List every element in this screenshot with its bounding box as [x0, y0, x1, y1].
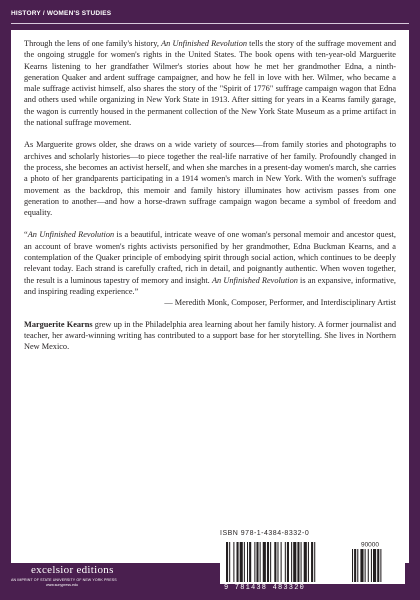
barcode-bar: [301, 542, 302, 582]
barcode-bar: [237, 542, 239, 582]
barcode-bar: [233, 542, 234, 582]
description-paragraph-1: [24, 38, 396, 128]
text-panel: [11, 30, 409, 563]
barcode-bars: [220, 540, 405, 584]
barcode-bar: [240, 542, 243, 582]
barcode-bar: [270, 542, 271, 582]
barcode-addon-bar: [368, 549, 369, 582]
barcode-bar: [304, 542, 307, 582]
review-text: is an expansive, informative, and inspiring reading experience.”: [24, 275, 396, 296]
barcode-bar: [229, 542, 230, 582]
barcode-bar: [244, 542, 245, 582]
isbn-barcode: [220, 530, 405, 592]
book-title: An Unfinished Revolution: [27, 230, 115, 240]
review-text: is a beautiful, intricate weave of one woman's personal memoir and ancestor quest, an account of brave women's rights activists personified by her grandmother, Edna Buckman Kearns, and a contemplation of the Quaker principle of embodying spirit through social action, which continues to be deeply relevant today. Each strand is carefully crafted, rich in detail, and poignantly authentic. When woven together, the result is a luminous tapestry of memory and insight.: [24, 230, 396, 285]
description-paragraph-2: As Marguerite grows older, she draws on a wide variety of sources—from family stories and photographs to archives and scholarly histories—to piece together the real-life narrative of her family. Profoundly changed in the process, she becomes an activist herself, and when she marches in a present-day women's march, she carries a photo of her grandparents participating in a 1914 women's march in New York. With the women's suffrage movement as the backdrop, this memoir and family history illuminates how activism passes from one generation to another—and how a horse-drawn suffrage campaign wagon became a symbol of freedom and equality.: [24, 140, 396, 218]
barcode-bar: [281, 542, 282, 582]
quote-mark: “: [24, 230, 28, 240]
book-title: An Unfinished Revolution: [161, 39, 248, 48]
barcode-bar: [311, 542, 313, 582]
barcode-bar: [308, 542, 309, 582]
price-code: 90000: [360, 541, 380, 549]
barcode-digits: 9 781438 483320: [224, 584, 306, 592]
header-rule: [11, 23, 409, 24]
barcode-bar: [297, 542, 299, 582]
barcode-addon-bar: [352, 549, 353, 582]
barcode-bar: [274, 542, 276, 582]
review-attribution: — Meredith Monk, Composer, Performer, and Interdisciplinary Artist: [164, 298, 396, 308]
barcode-bar: [285, 542, 286, 582]
book-title: An Unfinished Revolution: [211, 275, 298, 285]
barcode-bar: [267, 542, 269, 582]
barcode-bar: [226, 542, 228, 582]
publisher-name: excelsior editions: [31, 564, 114, 576]
barcode-bar: [254, 542, 255, 582]
barcode-bar: [287, 542, 289, 582]
publisher-url: www.sunypress.edu: [46, 583, 78, 587]
barcode-bar: [247, 542, 248, 582]
barcode-addon-bar: [357, 549, 358, 582]
publisher-subtitle: AN IMPRINT OF STATE UNIVERSITY OF NEW YORK PRESS: [11, 578, 117, 582]
barcode-bar: [260, 542, 261, 582]
barcode-bar: [291, 542, 292, 582]
barcode-addon-bar: [373, 549, 376, 582]
author-name: Marguerite Kearns: [24, 319, 93, 329]
review-quote: [24, 229, 396, 297]
author-bio: [24, 319, 396, 353]
barcode-bar: [293, 542, 296, 582]
description-text: tells the story of the suffrage movement and the ongoing struggle for women's rights in the United States. The book opens with ten-year-old Marguerite Kearns listening to her grandfather Wilmer's stories about how he met her grandmother Edna, a ninth-generation Quaker and ardent suffrage campaigner, and how he fell in love with her. Wilmer, who became a male suffrage activist himself, also shares the story of the "Spirit of 1776" suffrage campaign wagon that Edna and others used while organizing in New York State in 1913. After sitting for years in a Kearns family garage, the wagon is currently housed in the permanent collection of the New York State Museum as a prime artifact in the national suffrage movement.: [24, 39, 396, 128]
barcode-addon-bar: [360, 549, 363, 582]
barcode-addon-bar: [377, 549, 379, 582]
barcode-addon-bar: [371, 549, 372, 582]
barcode-bar: [256, 542, 258, 582]
category-label: HISTORY / WOMEN'S STUDIES: [11, 10, 112, 17]
barcode-addon-bar: [380, 549, 381, 582]
barcode-bar: [249, 542, 251, 582]
author-bio-text: grew up in the Philadelphia area learning about her family history. A former journalist and teacher, her award-winning writing has contributed to a support base for her storytelling. She lives in Northern New Mexico.: [24, 319, 396, 352]
barcode-addon-bar: [354, 549, 356, 582]
isbn-label: [220, 530, 309, 537]
barcode-bar: [277, 542, 278, 582]
excelsior-logo-icon: [54, 548, 76, 562]
barcode-addon-bar: [365, 549, 366, 582]
barcode-bar: [314, 542, 315, 582]
isbn-number: ISBN 978-1-4384-8332-0: [220, 530, 310, 537]
description-text: Through the lens of one family's history,: [24, 39, 162, 48]
barcode-bar: [263, 542, 266, 582]
